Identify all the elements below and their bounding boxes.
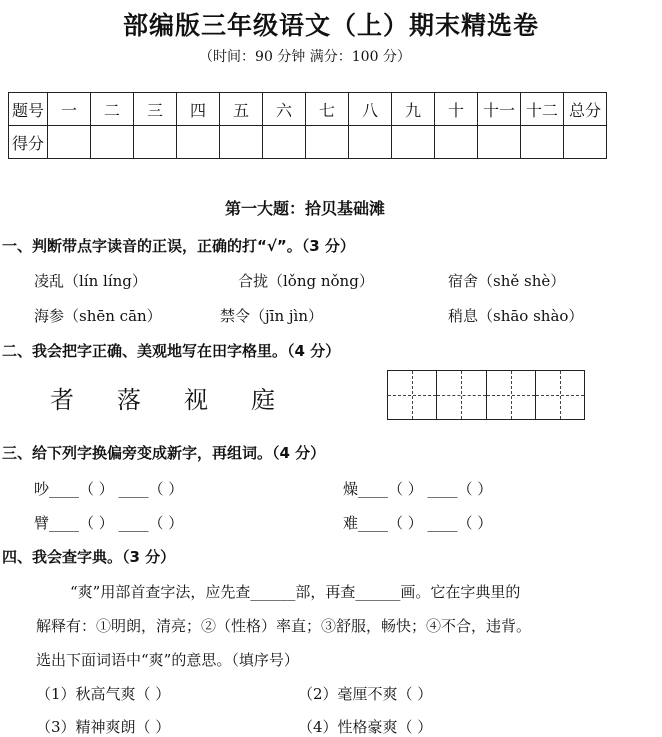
question-3-heading: 三、给下列字换偏旁变成新字，再组词。（4 分）	[2, 444, 326, 462]
score-cell[interactable]	[564, 126, 607, 159]
table-cell: 总分	[564, 93, 607, 126]
table-cell: 八	[349, 93, 392, 126]
question-2-heading: 二、我会把字正确、美观地写在田字格里。（4 分）	[2, 342, 341, 360]
score-cell[interactable]	[478, 126, 521, 159]
table-cell: 得分	[9, 126, 48, 159]
score-cell[interactable]	[220, 126, 263, 159]
score-table-score-row	[9, 126, 607, 159]
pinyin-item: 宿舍（shě shè）	[448, 272, 566, 290]
table-cell: 七	[306, 93, 349, 126]
table-cell: 二	[91, 93, 134, 126]
tianzige-grid[interactable]	[387, 370, 585, 420]
question-text: 选出下面词语中“爽”的意思。（填序号）	[36, 651, 299, 669]
score-cell[interactable]	[306, 126, 349, 159]
score-cell[interactable]	[521, 126, 564, 159]
table-cell: 十一	[478, 93, 521, 126]
score-cell[interactable]	[48, 126, 91, 159]
option-item: （2）毫厘不爽（ ）	[298, 685, 433, 703]
table-cell: 十	[435, 93, 478, 126]
pinyin-item: 凌乱（lín líng）	[34, 272, 147, 290]
option-item: （1）秋高气爽（ ）	[36, 685, 171, 703]
score-cell[interactable]	[134, 126, 177, 159]
tianzige-cell[interactable]	[437, 371, 486, 419]
pinyin-item: 禁令（jīn jìn）	[220, 307, 323, 325]
practice-char: 庭	[251, 386, 275, 414]
score-cell[interactable]	[349, 126, 392, 159]
score-table	[8, 92, 607, 159]
practice-char: 落	[117, 386, 141, 414]
question-text: 解释有：①明朗，清亮；②（性格）率直；③舒服，畅快；④不合，违背。	[36, 617, 532, 635]
question-4-heading: 四、我会查字典。（3 分）	[2, 548, 176, 566]
table-cell: 九	[392, 93, 435, 126]
score-cell[interactable]	[263, 126, 306, 159]
tianzige-cell[interactable]	[536, 371, 584, 419]
table-cell: 六	[263, 93, 306, 126]
score-table-header-row	[9, 93, 607, 126]
tianzige-cell[interactable]	[388, 371, 437, 419]
option-item: （3）精神爽朗（ ）	[36, 718, 171, 736]
table-cell: 十二	[521, 93, 564, 126]
score-cell[interactable]	[392, 126, 435, 159]
score-cell[interactable]	[435, 126, 478, 159]
question-text: “爽”用部首查字法，应先查______部，再查______画。它在字典里的	[70, 583, 521, 601]
radical-item: 臂____（ ） ____（ ）	[34, 514, 184, 532]
section-title: 第一大题：拾贝基础滩	[224, 199, 385, 218]
table-cell: 三	[134, 93, 177, 126]
practice-char: 者	[50, 386, 74, 414]
pinyin-item: 海参（shēn cān）	[34, 307, 162, 325]
tianzige-cell[interactable]	[487, 371, 536, 419]
practice-char: 视	[184, 386, 208, 414]
score-cell[interactable]	[177, 126, 220, 159]
table-cell: 四	[177, 93, 220, 126]
score-cell[interactable]	[91, 126, 134, 159]
table-cell: 一	[48, 93, 91, 126]
radical-item: 燥____（ ） ____（ ）	[343, 480, 493, 498]
question-1-heading: 一、判断带点字读音的正误，正确的打“√”。（3 分）	[2, 237, 355, 255]
pinyin-item: 合拢（lǒng nǒng）	[238, 272, 374, 290]
page-title: 部编版三年级语文（上）期末精选卷	[122, 11, 539, 40]
table-cell: 五	[220, 93, 263, 126]
exam-info: （时间：90 分钟 满分：100 分）	[199, 49, 411, 65]
pinyin-item: 稍息（shāo shào）	[448, 307, 584, 325]
radical-item: 难____（ ） ____（ ）	[343, 514, 493, 532]
option-item: （4）性格豪爽（ ）	[298, 718, 433, 736]
radical-item: 吵____（ ） ____（ ）	[34, 480, 184, 498]
table-cell: 题号	[9, 93, 48, 126]
